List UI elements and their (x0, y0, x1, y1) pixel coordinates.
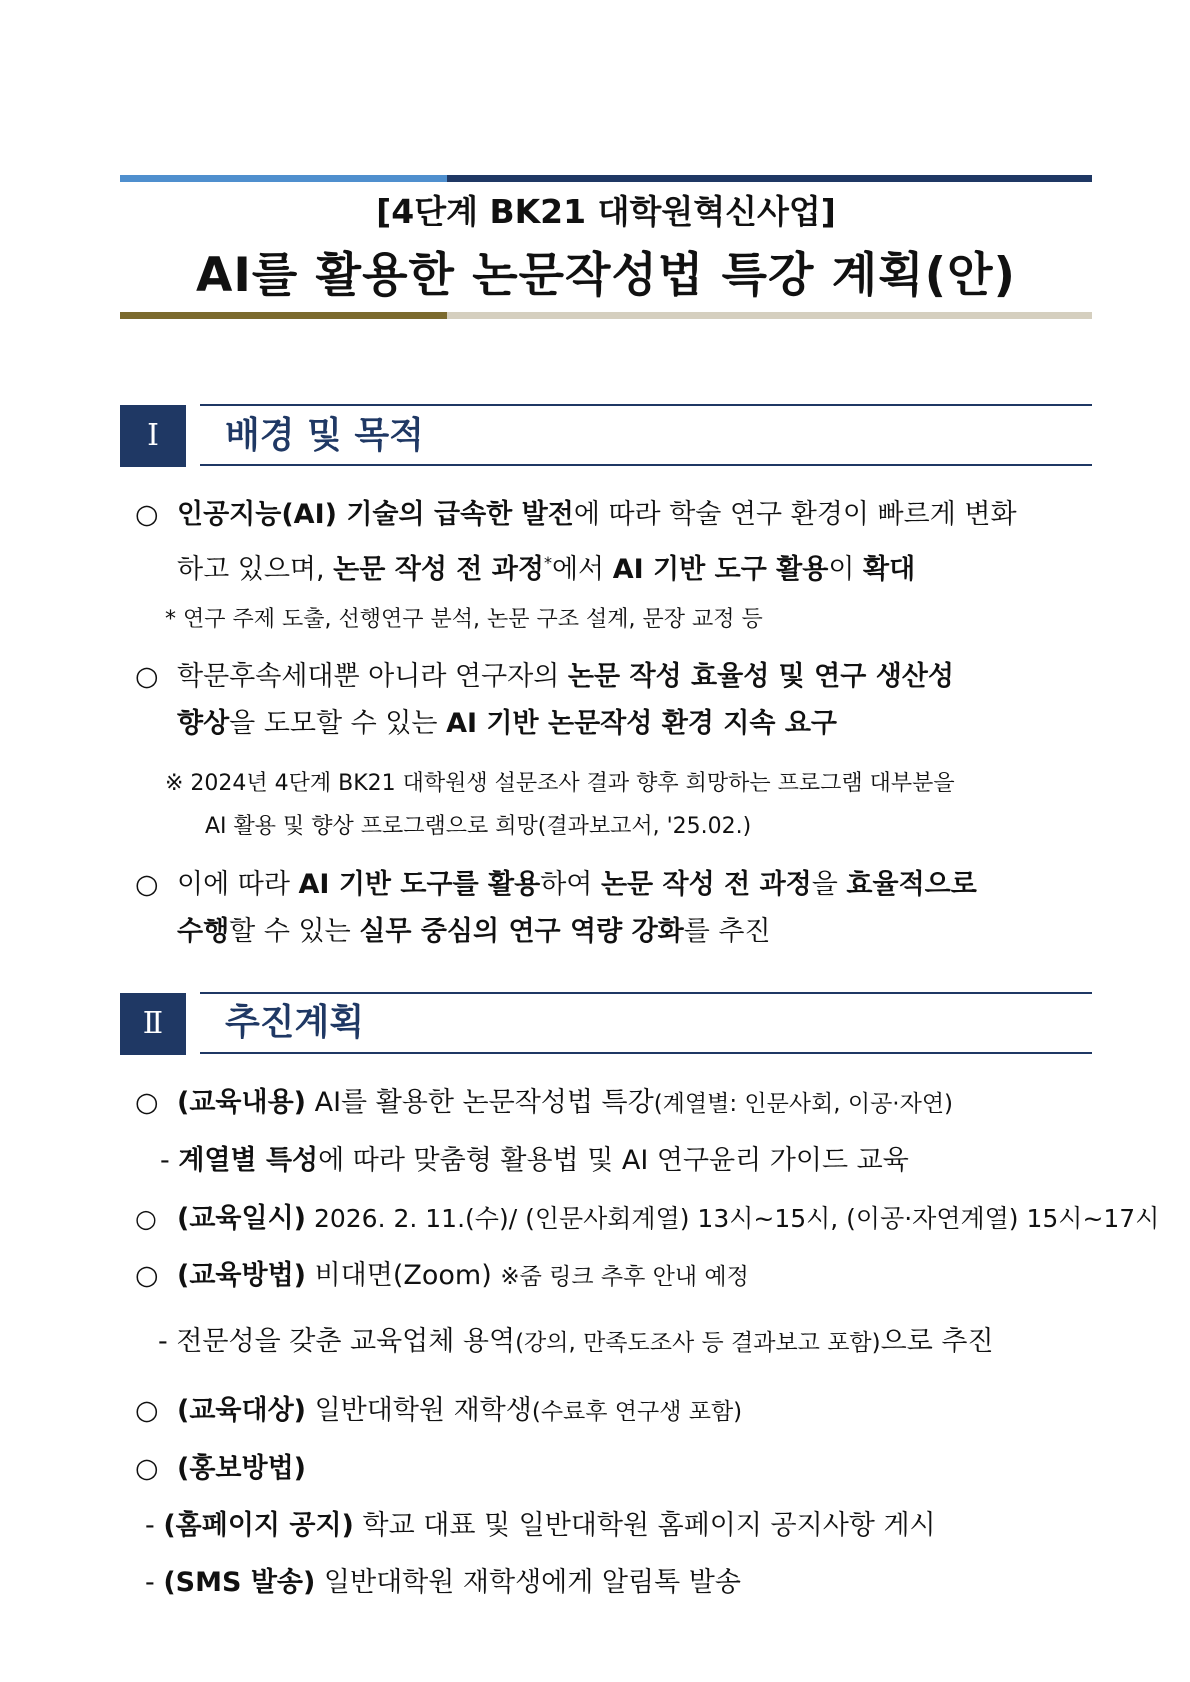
s2-promo-homepage: - (홈페이지 공지) 학교 대표 및 일반대학원 홈페이지 공지사항 게시 (145, 1510, 936, 1541)
bullet-icon: ○ (135, 499, 159, 530)
s1-bullet2-line2: 향상을 도모할 수 있는 AI 기반 논문작성 환경 지속 요구 (177, 708, 838, 739)
bullet-icon: ○ (135, 661, 159, 692)
document-title: AI를 활용한 논문작성법 특강 계획(안) (196, 248, 1016, 303)
section1-number: Ⅰ (120, 405, 186, 467)
s2-method: ○ (교육방법) 비대면(Zoom) ※줌 링크 추후 안내 예정 (135, 1256, 749, 1297)
s1-note2-line1: ※ 2024년 4단계 BK21 대학원생 설문조사 결과 향후 희망하는 프로그램 대부분을 (165, 771, 955, 796)
bullet-icon: ○ (135, 1204, 157, 1233)
bullet-icon: ○ (135, 1395, 159, 1426)
s1-bullet2-line1: ○ 학문후속세대뿐 아니라 연구자의 논문 작성 효율성 및 연구 생산성 (135, 657, 954, 697)
s2-promo: ○ (홍보방법) (135, 1449, 306, 1489)
bullet-icon: ○ (135, 1260, 159, 1291)
section2-number: Ⅱ (120, 993, 186, 1055)
s1-bullet3-line1: ○ 이에 따라 AI 기반 도구를 활용하여 논문 작성 전 과정을 효율적으로 (135, 865, 977, 905)
s1-bullet3-line2: 수행할 수 있는 실무 중심의 연구 역량 강화를 추진 (177, 916, 771, 947)
document-subtitle: [4단계 BK21 대학원혁신사업] (376, 192, 836, 231)
s2-method-dash: - 전문성을 갖춘 교육업체 용역(강의, 만족도조사 등 결과보고 포함)으로 추진 (158, 1326, 994, 1357)
s1-bullet1-line1: ○ 인공지능(AI) 기술의 급속한 발전에 따라 학술 연구 환경이 빠르게 변화 (135, 495, 1095, 535)
s1-note2-line2: AI 활용 및 향상 프로그램으로 희망(결과보고서, '25.02.) (205, 814, 752, 839)
section1-line-top (200, 404, 1092, 406)
section1-line-bottom (200, 464, 1092, 466)
section2-line-top (200, 992, 1092, 994)
title-bar-bottom (120, 312, 1092, 319)
s1-bullet1-line2: 하고 있으며, 논문 작성 전 과정*에서 AI 기반 도구 활용이 확대 (177, 553, 916, 585)
bullet-icon: ○ (135, 1453, 159, 1484)
s2-target: ○ (교육대상) 일반대학원 재학생(수료후 연구생 포함) (135, 1391, 742, 1432)
s1-note1: * 연구 주제 도출, 선행연구 분석, 논문 구조 설계, 문장 교정 등 (165, 607, 763, 632)
section2-title: 추진계획 (225, 1002, 365, 1043)
s2-date: ○ (교육일시) 2026. 2. 11.(수)/ (인문사회계열) 13시~15시, (이공·자연계열) 15시~17시 (135, 1199, 1159, 1239)
s2-promo-sms: - (SMS 발송) 일반대학원 재학생에게 알림톡 발송 (145, 1567, 741, 1598)
s2-content-dash: - 계열별 특성에 따라 맞춤형 활용법 및 AI 연구윤리 가이드 교육 (160, 1145, 909, 1176)
bullet-icon: ○ (135, 1087, 159, 1118)
section1-title: 배경 및 목적 (225, 415, 424, 456)
title-bar-top (120, 175, 1092, 182)
s2-content: ○ (교육내용) AI를 활용한 논문작성법 특강(계열별: 인문사회, 이공·자연) (135, 1083, 953, 1124)
bullet-icon: ○ (135, 869, 159, 900)
section2-line-bottom (200, 1052, 1092, 1054)
